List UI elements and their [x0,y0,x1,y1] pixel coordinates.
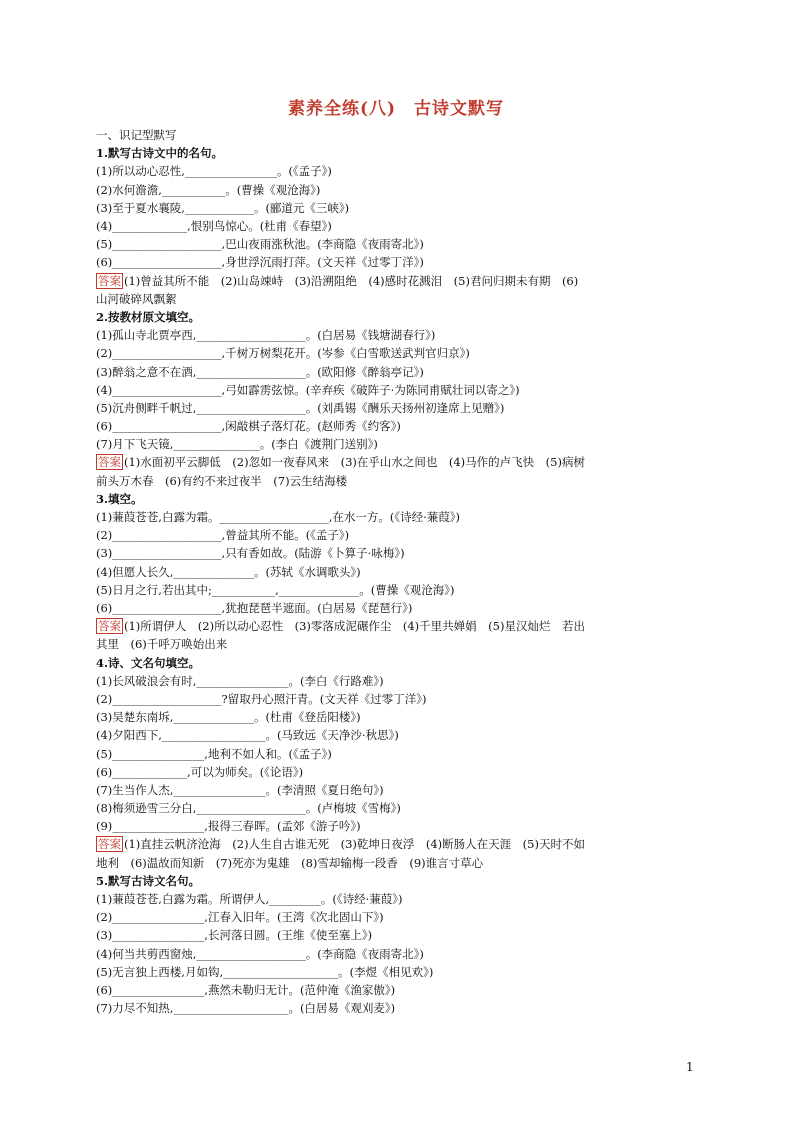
section-heading: 一、识记型默写 [96,128,177,142]
question-line: (2)___________________,千树万树梨花开。(岑参《白雪歌送武判官归京》) [96,346,470,361]
question-line: (3)吴楚东南坼,______________。(杜甫《登岳阳楼》) [96,710,361,725]
question-line: (4)夕阳西下,__________________。(马致远《天净沙·秋思》) [96,728,399,743]
page-number: 1 [686,1060,694,1074]
answer-label: 答案 [98,619,121,634]
question-line: (1)所以动心忍性,________________。(《孟子》) [96,164,332,179]
question-line: (3)至于夏水襄陵,____________。(郦道元《三峡》) [96,200,350,215]
question-line: (5)无言独上西楼,月如钩,____________________。(李煜《相见欢》) [96,964,434,979]
answer-text: 山河破碎风飘絮 [96,291,177,306]
question-line: (1)长风破浪会有时,________________。(李白《行路难》) [96,673,384,688]
question-title: 2.按教材原文填空。 [96,309,201,324]
answer-text: 其里 (6)千呼万唤始出来 [96,637,228,652]
question-title: 1.默写古诗文中的名句。 [96,146,224,161]
answer-block [96,617,696,653]
question-line: (7)月下飞天镜,_______________。(李白《渡荆门送别》) [96,437,378,452]
answer-text: (1)曾益其所不能 (2)山岛竦峙 (3)沿溯阻绝 (4)感时花溅泪 (5)君问归期未有期 (6) [124,273,579,288]
question-line: (2)________________,江春入旧年。(王湾《次北固山下》) [96,910,384,925]
question-line: (4)但愿人长久,______________。(苏轼《水调歌头》) [96,564,361,579]
question-line: (2)___________________?留取丹心照汗青。(文天祥《过零丁洋》) [96,691,427,706]
question-line: (3)醉翁之意不在酒,___________________。(欧阳修《醉翁亭记》) [96,364,424,379]
answer-label: 答案 [98,273,121,288]
answer-label: 答案 [98,837,121,852]
answer-text: 前头万木春 (6)有约不来过夜半 (7)云生结海楼 [96,473,348,488]
answer-text: (1)水面初平云脚低 (2)忽如一夜春风来 (3)在乎山水之间也 (4)马作的卢飞快 (5)病树 [124,455,585,470]
worksheet [96,98,696,1017]
question-line: (6)_____________,可以为师矣。(《论语》) [96,764,304,779]
answer-text: (1)所谓伊人 (2)所以动心忍性 (3)零落成泥碾作尘 (4)千里共婵娟 (5)星汉灿烂 若出 [124,619,585,634]
question-line: (5)________________,地利不如人和。(《孟子》) [96,746,332,761]
question-title: 4.诗、文名句填空。 [96,655,201,670]
question-line: (2)水何澹澹,___________。(曹操《观沧海》) [96,182,321,197]
question-line: (5)沉舟侧畔千帆过,___________________。(刘禹锡《酬乐天扬州初逢席上见赠》) [96,400,505,415]
question-line: (5)日月之行,若出其中;___________,______________。(曹操《观沧海》) [96,582,455,597]
question-line: (1)蒹葭苍苍,白露为霜。___________________,在水一方。(《诗经·蒹葭》) [96,510,460,525]
answer-text: (1)直挂云帆济沧海 (2)人生自古谁无死 (3)乾坤日夜浮 (4)断肠人在天涯 (5)天时不如 [124,837,585,852]
question-title: 3.填空。 [96,491,143,506]
question-line: (6)___________________,犹抱琵琶半遮面。(白居易《琵琶行》) [96,601,413,615]
question-3 [96,490,696,654]
question-line: (1)孤山寺北贾亭西,___________________。(白居易《钱塘湖春行》) [96,328,436,343]
question-line: (1)蒹葭苍苍,白露为霜。所谓伊人,_________。(《诗经·蒹葭》) [96,892,403,907]
answer-text: 地利 (6)温故而知新 (7)死亦为鬼雄 (8)雪却输梅一段香 (9)谁言寸草心 [96,855,484,870]
question-line: (9)________________,报得三春晖。(孟郊《游子吟》) [96,819,361,834]
question-title: 5.默写古诗文名句。 [96,873,201,888]
question-line: (4)何当共剪西窗烛,___________________。(李商隐《夜雨寄北》) [96,946,424,961]
question-line: (6)________________,燕然未勒归无计。(范仲淹《渔家傲》) [96,983,396,998]
question-4 [96,654,696,872]
question-5 [96,872,696,1018]
question-line: (8)梅须逊雪三分白,___________________。(卢梅坡《雪梅》) [96,801,401,816]
question-2 [96,308,696,490]
answer-block [96,835,696,871]
question-line: (6)___________________,身世浮沉雨打萍。(文天祥《过零丁洋》) [96,255,424,270]
question-line: (3)________________,长河落日圆。(王维《使至塞上》) [96,928,373,943]
answer-block [96,453,696,489]
page-title: 素养全练(八) 古诗文默写 [287,99,505,119]
question-line: (4)_____________,恨别鸟惊心。(杜甫《春望》) [96,218,332,233]
question-line: (2)___________________,曾益其所不能。(《孟子》) [96,528,350,543]
question-line: (6)___________________,闲敲棋子落灯花。(赵师秀《约客》) [96,419,401,434]
answer-block [96,272,696,308]
question-1 [96,144,696,308]
question-line: (3)___________________,只有香如故。(陆游《卜算子·咏梅》) [96,546,405,561]
question-line: (7)力尽不知热,____________________。(白居易《观刈麦》) [96,1001,396,1016]
answer-label: 答案 [98,455,121,470]
question-line: (7)生当作人杰,________________。(李清照《夏日绝句》) [96,782,384,797]
question-line: (4)___________________,弓如霹雳弦惊。(辛弃疾《破阵子·为陈同甫赋壮词以寄之》) [96,382,520,397]
question-line: (5)___________________,巴山夜雨涨秋池。(李商隐《夜雨寄北》) [96,237,424,252]
